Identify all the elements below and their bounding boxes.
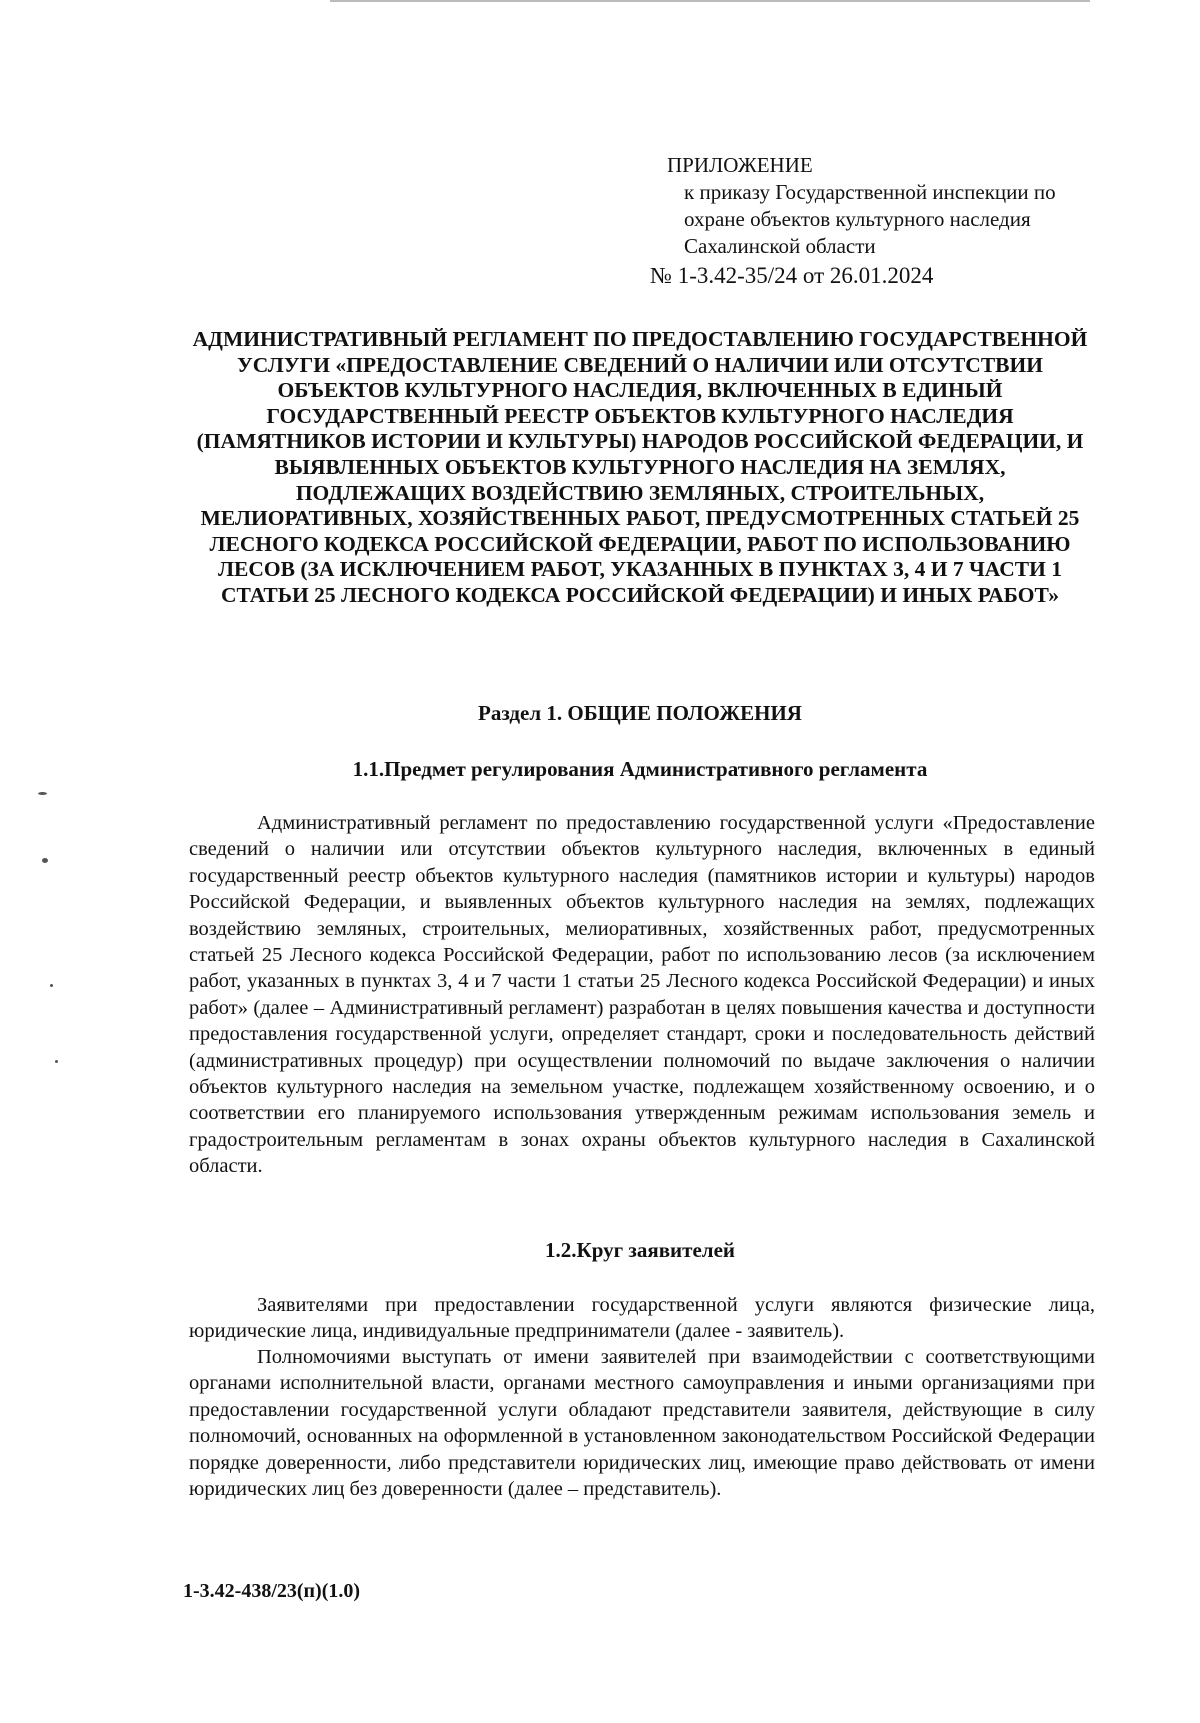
subsection-1-1-heading: 1.1.Предмет регулирования Административного регламента — [352, 757, 928, 781]
document-title: АДМИНИСТРАТИВНЫЙ РЕГЛАМЕНТ ПО ПРЕДОСТАВЛЕНИЮ ГОСУДАРСТВЕННОЙ УСЛУГИ «ПРЕДОСТАВЛЕНИЕ СВЕДЕНИЙ О НАЛИЧИИ ИЛИ ОТСУТСТВИИ ОБЪЕКТОВ КУЛЬТУРНОГО НАСЛЕДИЯ, ВКЛЮЧЕННЫХ В ЕДИНЫЙ ГОСУДАРСТВЕННЫЙ РЕЕСТР ОБЪЕКТОВ КУЛЬТУРНОГО НАСЛЕДИЯ (ПАМЯТНИКОВ ИСТОРИИ И КУЛЬТУРЫ) НАРОДОВ РОССИЙСКОЙ ФЕДЕРАЦИИ, И ВЫЯВЛЕННЫХ ОБЪЕКТОВ КУЛЬТУРНОГО НАСЛЕДИЯ НА ЗЕМЛЯХ, ПОДЛЕЖАЩИХ ВОЗДЕЙСТВИЮ ЗЕМЛЯНЫХ, СТРОИТЕЛЬНЫХ, МЕЛИОРАТИВНЫХ, ХОЗЯЙСТВЕННЫХ РАБОТ, ПРЕДУСМОТРЕННЫХ СТАТЬЕЙ 25 ЛЕСНОГО КОДЕКСА РОССИЙСКОЙ ФЕДЕРАЦИИ, РАБОТ ПО ИСПОЛЬЗОВАНИЮ ЛЕСОВ (ЗА ИСКЛЮЧЕНИЕМ РАБОТ, УКАЗАННЫХ В ПУНКТАХ 3, 4 И 7 ЧАСТИ 1 СТАТЬИ 25 ЛЕСНОГО КОДЕКСА РОССИЙСКОЙ ФЕДЕРАЦИИ) И ИНЫХ РАБОТ» — [192, 327, 1088, 607]
footer-document-code: 1-3.42-438/23(п)(1.0) — [183, 1580, 361, 1602]
scan-speck — [50, 984, 53, 987]
subsection-1-1-text: Административный регламент по предоставлению государственной услуги «Предоставление сведений о наличии или отсутствии объектов культурного наследия, включенных в единый государственный реестр объектов культурного наследия (памятников истории и культуры) народов Российской Федерации, и выявленных объектов культурного наследия на землях, подлежащих воздействию земляных, строительных, мелиоративных, хозяйственных работ, предусмотренных статьей 25 Лесного кодекса Российской Федерации, работ по использованию лесов (за исключением работ, указанных в пунктах 3, 4 и 7 части 1 статьи 25 Лесного кодекса Российской Федерации) и иных работ» (далее – Административный регламент) разработан в целях повышения качества и доступности предоставления государственной услуги, определяет стандарт, сроки и последовательность действий (административных процедур) при осуществлении полномочий по выдаче заключения о наличии объектов культурного наследия на земельном участке, подлежащем хозяйственному освоению, и о соответствии его планируемого использования утвержденным режимам использования земель и градостроительным регламентам в зонах охраны объектов культурного наследия в Сахалинской области. — [189, 812, 1095, 1178]
scan-speck — [55, 1060, 58, 1063]
appendix-line-3: Сахалинской области — [684, 234, 876, 258]
section-1-heading: Раздел 1. ОБЩИЕ ПОЛОЖЕНИЯ — [478, 701, 802, 725]
subsection-1-2-heading: 1.2.Круг заявителей — [545, 1238, 735, 1262]
appendix-line-2: охране объектов культурного наследия — [684, 207, 1031, 231]
order-number: № 1-3.42-35/24 от 26.01.2024 — [650, 263, 934, 288]
appendix-block — [650, 152, 1107, 289]
scan-speck — [38, 792, 47, 795]
subsection-1-2-text-1: Заявителями при предоставлении государственной услуги являются физические лица, юридические лица, индивидуальные предприниматели (далее - заявитель). — [189, 1294, 1095, 1343]
scan-speck — [42, 858, 48, 863]
scan-edge-line — [330, 0, 1090, 2]
subsection-1-2-text-2: Полномочиями выступать от имени заявителей при взаимодействии с соответствующими органами исполнительной власти, органами местного самоуправления и иными организациями при предоставлении государственной услуги обладают представители заявителя, действующие в силу полномочий, основанных на оформленной в установленном законодательством Российской Федерации порядке доверенности, либо представители юридических лиц, имеющие право действовать от имени юридических лиц без доверенности (далее – представитель). — [189, 1346, 1095, 1501]
appendix-heading: ПРИЛОЖЕНИЕ — [667, 153, 813, 177]
appendix-line-1: к приказу Государственной инспекции по — [684, 180, 1056, 204]
